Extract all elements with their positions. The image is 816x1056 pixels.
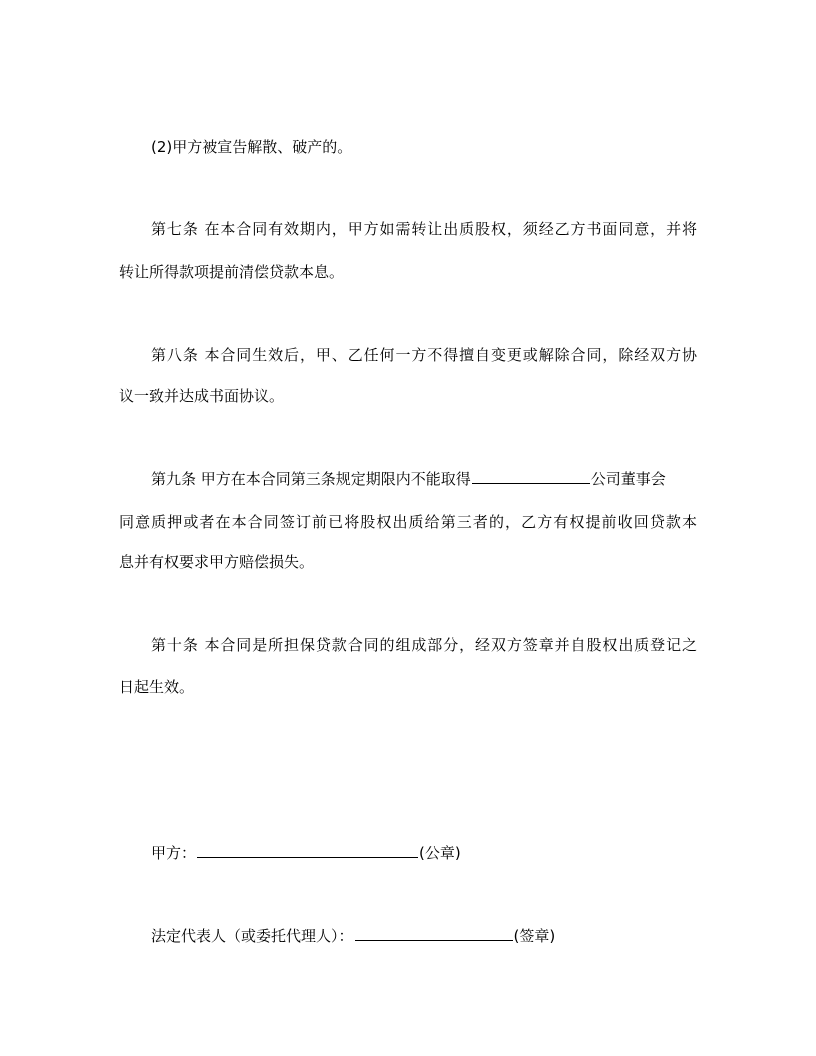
article-10-line-1 [151,635,697,655]
article-7-text-2: 转让所得款项提前清偿贷款本息。 [119,263,345,281]
article-8-line-1 [151,345,697,365]
party-a-signature-line [151,843,697,863]
article-7-line-2 [119,262,697,282]
article-7-line-1 [151,219,697,239]
article-9-line-2 [119,512,697,532]
party-a-seal-label: (公章) [419,844,461,862]
legal-rep-seal-label: (签章) [513,927,556,945]
article-9-line-3 [119,552,697,572]
article-10-line-2 [119,677,697,697]
article-8-text-2: 议一致并达成书面协议。 [119,387,285,405]
article-9-text-1b: 公司董事会 [590,470,666,488]
article-9-text-2: 同意质押或者在本合同签订前已将股权出质给第三者的，乙方有权提前收回贷款本 [119,513,697,531]
article-10-text-1: 第十条 本合同是所担保贷款合同的组成部分，经双方签章并自股权出质登记之 [151,636,697,654]
legal-rep-signature-line [151,926,697,946]
article-10-text-2: 日起生效。 [119,678,195,696]
clause-item-2-text: (2)甲方被宣告解散、破产的。 [151,138,353,156]
article-8-text-1: 第八条 本合同生效后，甲、乙任何一方不得擅自变更或解除合同，除经双方协 [151,346,697,364]
legal-rep-signature-blank [355,926,513,941]
article-8-line-2 [119,386,697,406]
company-name-blank [472,469,590,484]
legal-rep-label: 法定代表人（或委托代理人）： [151,927,354,945]
party-a-label: 甲方： [151,844,197,862]
article-9-line-1 [151,469,697,489]
article-9-text-3: 息并有权要求甲方赔偿损失。 [119,553,315,571]
party-a-signature-blank [197,843,418,858]
clause-item-2 [151,137,697,157]
article-7-text-1: 第七条 在本合同有效期内，甲方如需转让出质股权，须经乙方书面同意，并将 [151,220,697,238]
article-9-text-1a: 第九条 甲方在本合同第三条规定期限内不能取得 [151,470,471,488]
